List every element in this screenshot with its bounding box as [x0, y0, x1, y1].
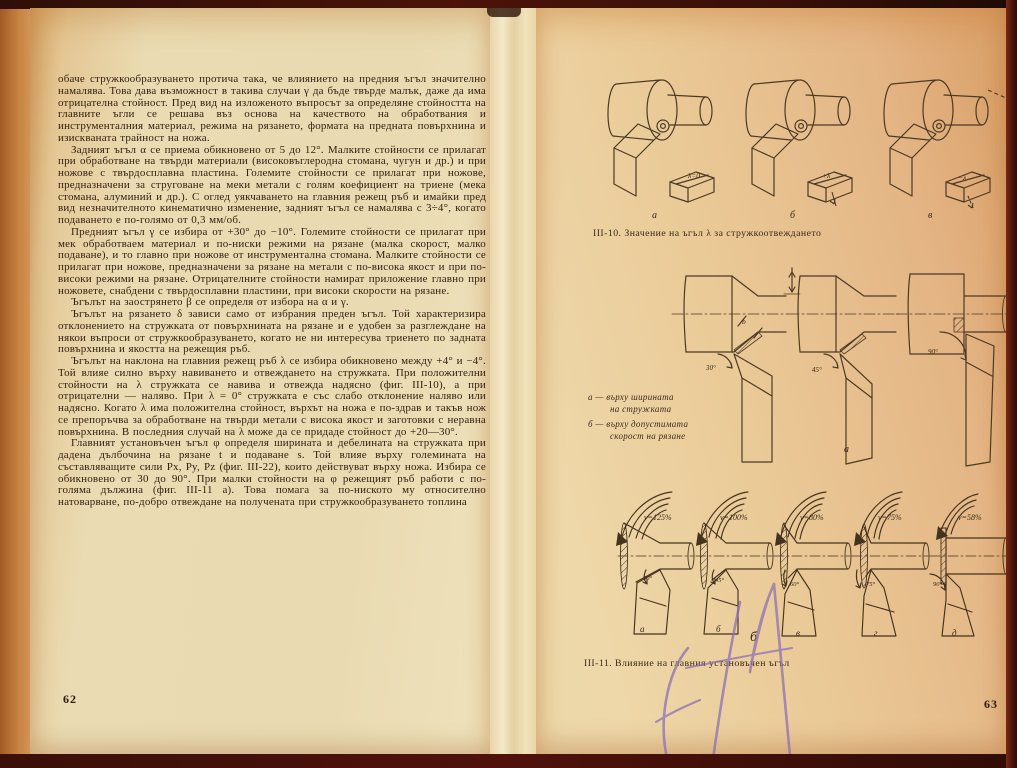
- page-number-left: 62: [63, 692, 77, 706]
- body-text-column: [58, 74, 486, 509]
- cover-border-bottom: [0, 754, 1017, 768]
- paragraph: Ъгълът на наклона на главния режещ ръб λ се избира обикновено между +4° и −4°. Той влияе силно върху навиването и отвеждането на стружката. При положителни стойности на λ стружката се навива и отвежда надясно (фиг. III-10), а при отрицателни — наляво. При λ = 0° стружката е със слабо отклонение наляво или надясно. Когато λ има положителна стойност, върхът на ножа е по-здрав и такъв нож се препоръчва за обработване на твърди метали с висока якост и заготовки с неравна повърхнина. В последния случай на λ може да се придаде стойност до +20—30°.: [58, 355, 486, 438]
- fig11b-sublabel-1: а: [640, 624, 645, 634]
- book-spine-fold: [490, 8, 536, 756]
- fig10-chip-label-v: −λ: [958, 173, 967, 182]
- figure-iii11a-legend: [588, 392, 688, 442]
- fig11b-angle-5: 90°: [933, 581, 943, 588]
- figure-iii10-drawing: [596, 74, 1006, 224]
- fig11b-angle-2: 45°: [715, 577, 725, 584]
- fig11b-sublabel-3: в: [796, 628, 800, 638]
- legend-line-a: а — върху ширината: [588, 392, 674, 402]
- paragraph: Предният ъгъл γ се избира от +30° до −10°. Големите стойности се прилагат при мек обработваем материал и по-ниски режими на рязане (малка скорост, малко подаване), и то главно при ножове от инструментална стомана. Малките стойности се прилагат при ножове, предназначени за рязане на метали с по-висока якост и при по-високи режими на рязане. Отрицателните стойности намират приложение главно при ножовете, снабдени с твърдосплавни пластини, при високи скорости на рязане.: [58, 225, 486, 297]
- fig11b-group-label: б: [750, 630, 758, 645]
- paragraph: Главният установъчен ъгъл φ определя ширината и дебелината на стружката при дадена дълбочина на рязане t и подаване s. Той влияе върху големината на съставляващите сили Px, Py, Pz (фиг. III-22), които действуват върху ножа. Избира се обикновено от 30 до 90°. При малки стойности на φ режещият ръб работи с по-голяма дължина (фиг. III-11 а). Това помага за по-ниското му относително натоварване, по-добро отвеждане на получената при стружкообразуването топлина: [58, 437, 486, 508]
- fig11b-sublabel-5: д: [952, 628, 957, 638]
- paragraph: Задният ъгъл α се приема обикновено от 5 до 12°. Малките стойности се прилагат при обработване на твърди материали (високовъглеродна стомана, чугун и др.) и при ножове с твърдосплавна пластина. Големите стойности се прилагат при ножове, предназначени за струговане на меки метали с голям коефициент на триене (мека стомана, алуминий и др.). С оглед уякчаването на главния режещ ръб и имайки пред вид незначителното кинематично изменение, задният ъгъл се намалява с 3÷4°, когато подаването е по-голямо от 0,3 мм/об.: [58, 143, 486, 226]
- left-page: [30, 8, 490, 756]
- fig11a-sublabel: а: [844, 444, 849, 455]
- fig10-sublabel-b: б: [790, 210, 796, 221]
- fig11a-angle-30: 30°: [706, 364, 716, 372]
- fig10-chip-label-a: λ=0: [688, 171, 701, 180]
- fig10-chip-label-b: +λ: [822, 171, 831, 180]
- fig10-sublabel-a: а: [652, 210, 657, 221]
- page-stack-edge: [0, 7, 32, 756]
- legend-line-a2: на стружката: [610, 403, 672, 414]
- fig11b-speed-4: v=75%: [878, 513, 902, 522]
- fig11b-speed-1: v=125%: [644, 513, 672, 522]
- spine-shadow: [487, 8, 521, 17]
- figure-iii11a-drawing: [676, 266, 1012, 476]
- fig11b-angle-3: 60°: [790, 581, 800, 588]
- fig11b-sublabel-2: б: [716, 624, 721, 634]
- fig11b-speed-5: v=58%: [958, 513, 982, 522]
- fig11b-sublabel-4: г: [874, 628, 878, 638]
- paragraph: Ъгълът на рязането δ зависи само от избрания преден ъгъл. Той характеризира отклонението на стружката от повърхнината на рязане и е удобен за разглеждане на някои въпроси от стружкообразуването, когато не ни интересува триенето по задната повърхнина и якостта на режещия ръб.: [58, 308, 486, 356]
- fig11b-angle-4: 75°: [866, 581, 876, 588]
- fig11a-dim-b: b: [742, 317, 746, 326]
- paragraph: обаче стружкообразуването протича така, че влиянието на предния ъгъл значително намалява. Това дава възможност в такива случаи γ да бъде твърде малък, даже да има отрицателна стойност. Пред вид на изложеното въпросът за определяне стойността на главните ъгли се решава въз основа на качеството на обработвания и инструменталния материал, режима на рязането, формата на предната повърхнина и изискваната трайност на ножа.: [58, 73, 486, 144]
- pen-scribbles: [560, 560, 860, 768]
- fig11b-speed-3: v=80%: [800, 513, 824, 522]
- legend-line-b2: скорост на рязане: [610, 430, 686, 441]
- fig10-sublabel-v: в: [928, 210, 933, 221]
- figure-iii10-caption: III-10. Значение на ъгъл λ за стружкоотвеждането: [593, 228, 822, 239]
- cover-border-right: [1006, 0, 1017, 768]
- paragraph: Ъгълът на заострянето β се определя от избора на α и γ.: [71, 296, 349, 309]
- figure-iii11-caption: III-11. Влияние на главния установъчен ъгъл: [584, 658, 790, 669]
- fig11a-angle-90: 90°: [928, 348, 938, 356]
- legend-line-b: б — върху допустимата: [588, 419, 689, 429]
- page-number-right: 63: [984, 697, 998, 711]
- fig11a-angle-45: 45°: [812, 366, 822, 374]
- fig11b-angle-1: 30°: [643, 575, 653, 582]
- fig11b-speed-2: v=100%: [720, 513, 748, 522]
